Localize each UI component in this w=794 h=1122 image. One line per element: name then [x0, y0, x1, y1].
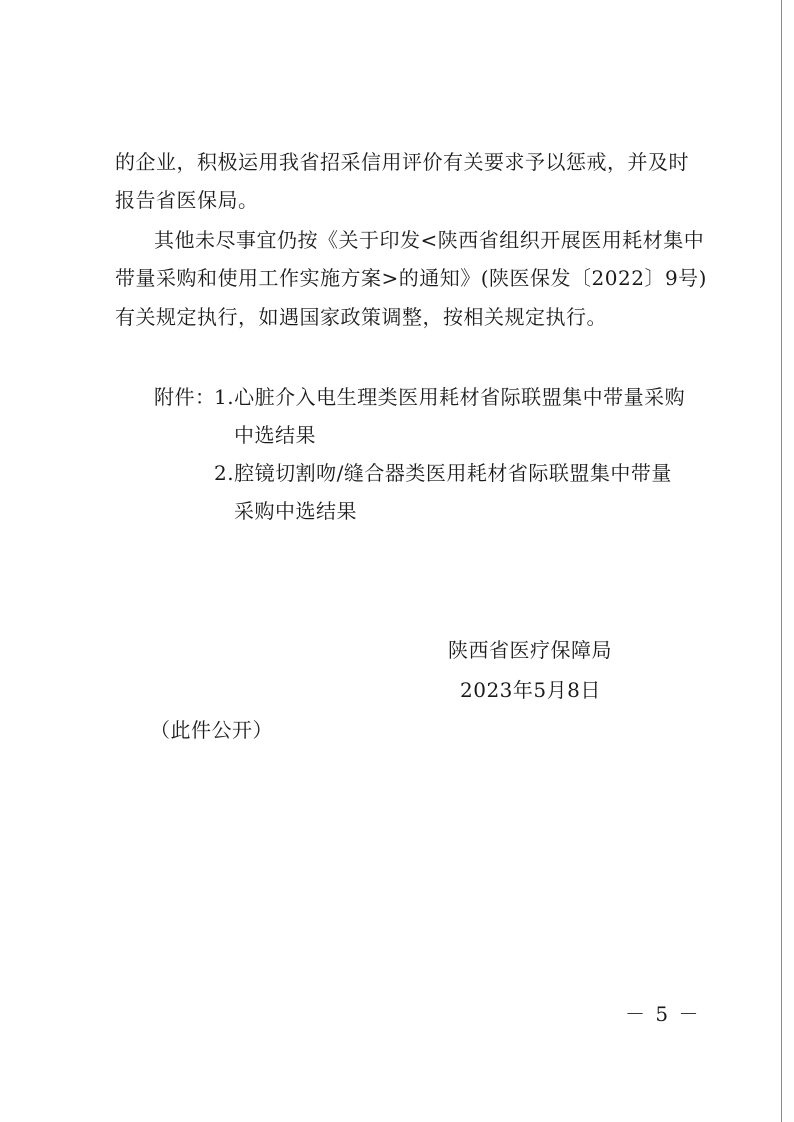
body-line: 有关规定执行，如遇国家政策调整，按相关规定执行。 — [115, 305, 607, 329]
disclosure-note: （此件公开） — [150, 718, 273, 742]
scan-edge-line — [781, 0, 782, 1122]
attachment-item: 1.心脏介入电生理类医用耗材省际联盟集中带量采购 — [214, 385, 686, 409]
body-line: 的企业，积极运用我省招采信用评价有关要求予以惩戒，并及时 — [115, 150, 689, 174]
issuer-name: 陕西省医疗保障局 — [448, 638, 612, 662]
page-number: － 5 － — [625, 1002, 701, 1026]
issue-date: 2023年5月8日 — [460, 678, 601, 702]
attachment-item: 2.腔镜切割吻/缝合器类医用耗材省际联盟集中带量 — [214, 461, 672, 485]
body-line: 其他未尽事宜仍按《关于印发<陕西省组织开展医用耗材集中 — [154, 228, 705, 252]
body-line: 带量采购和使用工作实施方案>的通知》(陕医保发〔2022〕9号) — [115, 266, 707, 290]
attachment-item: 采购中选结果 — [234, 499, 357, 523]
attachment-item: 中选结果 — [234, 423, 316, 447]
body-line: 报告省医保局。 — [115, 188, 259, 212]
attachments-label: 附件： — [154, 385, 216, 409]
